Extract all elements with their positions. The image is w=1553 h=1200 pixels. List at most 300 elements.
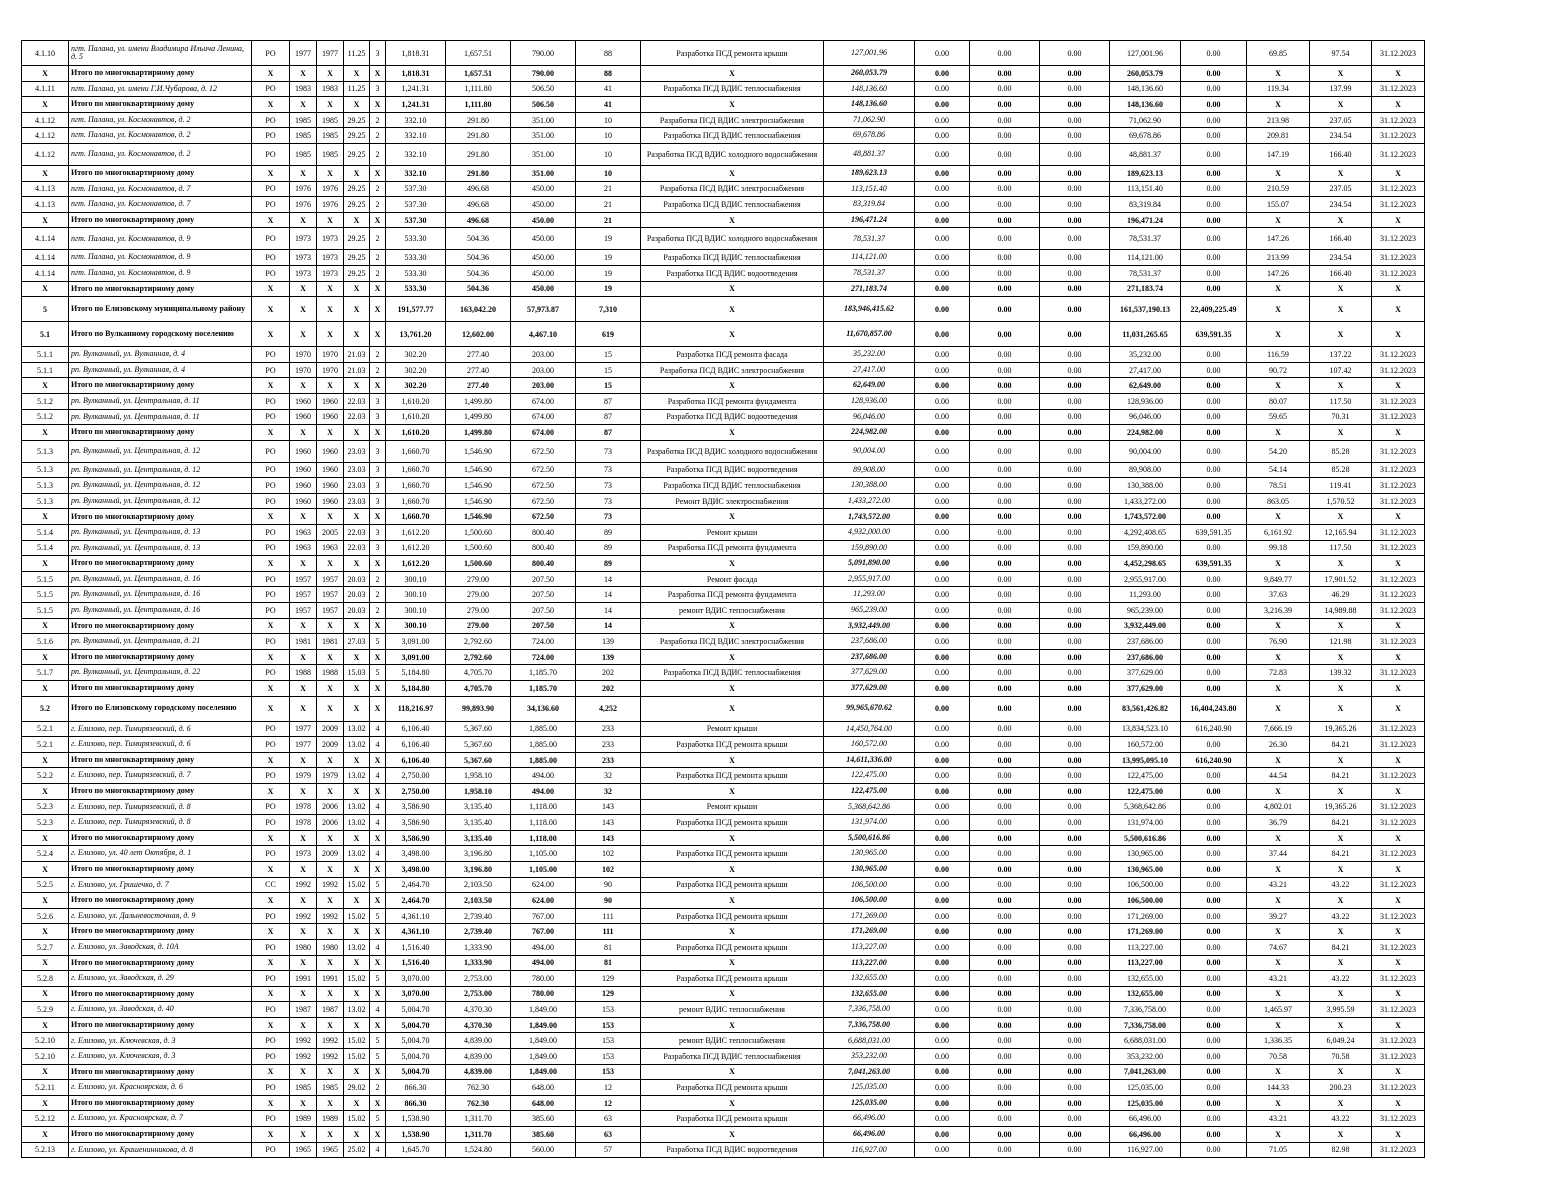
table-cell: 15.02 — [344, 877, 370, 893]
table-cell: X — [22, 986, 69, 1002]
table-cell: РО — [252, 525, 290, 541]
table-row — [22, 41, 1425, 66]
table-cell: 5.2.10 — [22, 1049, 69, 1065]
table-cell: 1,660.70 — [386, 462, 446, 478]
table-cell: X — [252, 1095, 290, 1111]
table-cell: 0.00 — [1040, 846, 1110, 862]
table-cell: 3,932,449.00 — [1110, 618, 1181, 634]
table-cell: X — [22, 955, 69, 971]
table-cell: X — [290, 212, 317, 228]
table-cell: 0.00 — [970, 587, 1040, 603]
table-cell: 3 — [370, 525, 386, 541]
table-cell: 1,336.35 — [1247, 1033, 1310, 1049]
table-cell: 57,973.87 — [511, 297, 576, 322]
table-cell: X — [22, 425, 69, 441]
table-cell: 0.00 — [970, 478, 1040, 494]
table-cell: 0.00 — [1040, 908, 1110, 924]
table-cell: 13,761.20 — [386, 322, 446, 347]
table-cell: 0.00 — [970, 425, 1040, 441]
table-cell: 5.2.2 — [22, 768, 69, 784]
table-cell: 5,500,616.86 — [824, 830, 915, 846]
table-cell: 2009 — [317, 737, 344, 753]
table-cell: 13,834,523.10 — [1110, 721, 1181, 737]
table-cell: 0.00 — [1181, 783, 1247, 799]
table-cell: X — [252, 1017, 290, 1033]
table-cell: X — [290, 97, 317, 113]
table-cell: 125,035.00 — [1110, 1095, 1181, 1111]
table-cell: 6,688,031.00 — [1110, 1033, 1181, 1049]
table-cell: Итого по многоквартирному дому — [69, 556, 252, 572]
table-cell: 159,890.00 — [1110, 540, 1181, 556]
table-cell: 0.00 — [970, 509, 1040, 525]
table-cell: 0.00 — [915, 768, 970, 784]
table-cell: 43.22 — [1310, 971, 1372, 987]
table-cell: 0.00 — [1181, 649, 1247, 665]
table-row-total — [22, 752, 1425, 768]
table-cell: 5 — [370, 971, 386, 987]
table-row — [22, 1033, 1425, 1049]
table-cell: 377,629.00 — [824, 665, 915, 681]
table-cell: РО — [252, 143, 290, 165]
table-cell: 0.00 — [970, 440, 1040, 462]
table-cell: 0.00 — [1181, 815, 1247, 831]
table-cell: X — [290, 378, 317, 394]
table-cell: 1992 — [317, 1033, 344, 1049]
table-cell: 3,586.90 — [386, 815, 446, 831]
table-cell: 166.40 — [1310, 265, 1372, 281]
table-cell: 1987 — [317, 1002, 344, 1018]
table-cell: 43.22 — [1310, 1111, 1372, 1127]
table-cell: 6,161.92 — [1247, 525, 1310, 541]
table-cell: 122,475.00 — [1110, 768, 1181, 784]
table-cell: 2 — [370, 1080, 386, 1096]
table-cell: 0.00 — [1040, 197, 1110, 213]
table-cell: 1,743,572.00 — [824, 509, 915, 525]
table-cell: 1978 — [290, 799, 317, 815]
table-cell: 31.12.2023 — [1372, 1049, 1425, 1065]
table-cell: Итого по многоквартирному дому — [69, 1127, 252, 1143]
table-cell: 121.98 — [1310, 634, 1372, 650]
table-cell: X — [252, 297, 290, 322]
table-cell: 0.00 — [915, 1017, 970, 1033]
table-cell: 0.00 — [1181, 768, 1247, 784]
table-cell: X — [317, 212, 344, 228]
table-cell: 1,500.60 — [446, 540, 511, 556]
table-cell: X — [1247, 1017, 1310, 1033]
table-cell: X — [1310, 1127, 1372, 1143]
table-cell: X — [22, 1095, 69, 1111]
table-cell: X — [290, 297, 317, 322]
table-cell: Разработка ПСД ремонта крыши — [641, 846, 824, 862]
table-cell: 0.00 — [970, 908, 1040, 924]
table-cell: 31.12.2023 — [1372, 181, 1425, 197]
table-cell: 800.40 — [511, 525, 576, 541]
table-cell: 31.12.2023 — [1372, 815, 1425, 831]
table-cell: 0.00 — [915, 509, 970, 525]
table-cell: 1992 — [317, 1049, 344, 1065]
table-cell: 0.00 — [970, 540, 1040, 556]
table-cell: 762.30 — [446, 1095, 511, 1111]
table-row-total — [22, 212, 1425, 228]
table-cell: 0.00 — [915, 603, 970, 619]
table-cell: 128,936.00 — [824, 393, 915, 409]
table-cell: 4.1.14 — [22, 250, 69, 266]
table-cell: 0.00 — [1181, 1080, 1247, 1096]
table-cell: 237.05 — [1310, 112, 1372, 128]
table-cell: 2 — [370, 571, 386, 587]
table-row — [22, 197, 1425, 213]
table-cell: 5.1.3 — [22, 440, 69, 462]
table-cell: 0.00 — [1040, 737, 1110, 753]
table-cell: 15.02 — [344, 1111, 370, 1127]
table-cell: 672.50 — [511, 478, 576, 494]
table-cell: X — [22, 281, 69, 297]
table-cell: 4.1.12 — [22, 143, 69, 165]
table-cell: 1973 — [290, 846, 317, 862]
table-cell: 122,475.00 — [824, 768, 915, 784]
table-cell: 0.00 — [915, 250, 970, 266]
table-cell: 113,227.00 — [1110, 955, 1181, 971]
table-cell: 78,531.37 — [824, 228, 915, 250]
table-cell: Разработка ПСД ремонта крыши — [641, 1111, 824, 1127]
table-cell: 4 — [370, 768, 386, 784]
table-cell: 130,965.00 — [1110, 861, 1181, 877]
table-cell: 237,686.00 — [1110, 634, 1181, 650]
table-cell: 4 — [370, 939, 386, 955]
table-cell: РО — [252, 1049, 290, 1065]
table-cell: 31.12.2023 — [1372, 939, 1425, 955]
table-cell: Разработка ПСД ВДИС теплоснабжения — [641, 81, 824, 97]
table-cell: РО — [252, 197, 290, 213]
table-cell: Итого по многоквартирному дому — [69, 924, 252, 940]
table-cell: 20.03 — [344, 603, 370, 619]
table-cell: 0.00 — [1040, 112, 1110, 128]
table-cell: X — [1247, 556, 1310, 572]
table-cell: X — [290, 509, 317, 525]
table-cell: 113,227.00 — [824, 955, 915, 971]
table-cell: 1960 — [317, 393, 344, 409]
table-cell: 106,500.00 — [1110, 893, 1181, 909]
table-cell: X — [290, 1095, 317, 1111]
table-cell: 0.00 — [1040, 815, 1110, 831]
table-row — [22, 81, 1425, 97]
table-cell: 0.00 — [1040, 1064, 1110, 1080]
table-cell: 5.1.7 — [22, 665, 69, 681]
table-cell: 2,464.70 — [386, 893, 446, 909]
table-row-total — [22, 783, 1425, 799]
table-cell: 0.00 — [970, 322, 1040, 347]
table-cell: 0.00 — [915, 649, 970, 665]
table-cell: 2 — [370, 112, 386, 128]
table-cell: 7,041,263.00 — [824, 1064, 915, 1080]
table-cell: 1,657.51 — [446, 41, 511, 66]
table-cell: Разработка ПСД ремонта крыши — [641, 815, 824, 831]
table-cell: 14 — [576, 618, 641, 634]
table-cell: X — [290, 830, 317, 846]
table-cell: 0.00 — [915, 66, 970, 82]
table-cell: 0.00 — [1181, 347, 1247, 363]
table-cell: X — [22, 1064, 69, 1080]
table-cell: 302.20 — [386, 362, 446, 378]
table-cell: 0.00 — [1181, 112, 1247, 128]
table-cell: 26.30 — [1247, 737, 1310, 753]
table-cell: X — [344, 425, 370, 441]
table-row — [22, 877, 1425, 893]
table-cell: 5.1 — [22, 322, 69, 347]
table-cell: рп. Вулканный, ул. Центральная, д. 16 — [69, 603, 252, 619]
table-cell: 450.00 — [511, 228, 576, 250]
table-cell: 46.29 — [1310, 587, 1372, 603]
table-cell: 0.00 — [970, 393, 1040, 409]
table-cell: 0.00 — [1040, 986, 1110, 1002]
table-row — [22, 571, 1425, 587]
table-cell: X — [344, 97, 370, 113]
table-cell: 31.12.2023 — [1372, 41, 1425, 66]
table-cell: 1,610.20 — [386, 393, 446, 409]
table-cell: Ремонт крыши — [641, 721, 824, 737]
table-cell: 234.54 — [1310, 128, 1372, 144]
table-cell: 117.50 — [1310, 540, 1372, 556]
table-cell: 1960 — [317, 493, 344, 509]
table-cell: 90,004.00 — [824, 440, 915, 462]
table-cell: 23.03 — [344, 440, 370, 462]
table-cell: 21.03 — [344, 362, 370, 378]
table-cell: X — [370, 681, 386, 697]
table-cell: X — [317, 893, 344, 909]
table-cell: Разработка ПСД ВДИС водоотведения — [641, 1142, 824, 1158]
table-cell: X — [344, 752, 370, 768]
table-cell: 4,705.70 — [446, 681, 511, 697]
table-cell: X — [641, 281, 824, 297]
table-cell: X — [252, 986, 290, 1002]
table-cell: 279.00 — [446, 587, 511, 603]
table-cell: X — [641, 1017, 824, 1033]
table-cell: 1,333.90 — [446, 955, 511, 971]
table-cell: 73 — [576, 493, 641, 509]
table-cell: 13.02 — [344, 799, 370, 815]
table-cell: 84.21 — [1310, 737, 1372, 753]
table-cell: X — [1310, 1017, 1372, 1033]
table-cell: 0.00 — [915, 228, 970, 250]
table-cell: 122,475.00 — [1110, 783, 1181, 799]
table-cell: 1981 — [290, 634, 317, 650]
table-cell: 1973 — [317, 250, 344, 266]
table-cell: 143 — [576, 815, 641, 831]
table-cell: 1981 — [317, 634, 344, 650]
table-cell: 279.00 — [446, 618, 511, 634]
table-cell: 111 — [576, 908, 641, 924]
table-cell: Итого по Вулканному городскому поселению — [69, 322, 252, 347]
table-cell: 29.25 — [344, 128, 370, 144]
table-cell: 3,196.80 — [446, 861, 511, 877]
table-cell: 144.33 — [1247, 1080, 1310, 1096]
table-cell: X — [1247, 1064, 1310, 1080]
table-cell: 302.20 — [386, 378, 446, 394]
table-cell: 0.00 — [915, 1111, 970, 1127]
table-cell: РО — [252, 347, 290, 363]
table-cell: Итого по многоквартирному дому — [69, 378, 252, 394]
table-cell: X — [22, 681, 69, 697]
table-cell: 31.12.2023 — [1372, 603, 1425, 619]
table-cell: X — [252, 378, 290, 394]
table-cell: РО — [252, 799, 290, 815]
table-cell: X — [317, 281, 344, 297]
table-cell: рп. Вулканный, ул. Центральная, д. 16 — [69, 587, 252, 603]
table-cell: 4,932,000.00 — [824, 525, 915, 541]
table-cell: пгт. Палана, ул. Космонавтов, д. 7 — [69, 181, 252, 197]
table-cell: 1978 — [290, 815, 317, 831]
table-cell: 1,660.70 — [386, 440, 446, 462]
table-cell: Итого по Елизовскому муниципальному району — [69, 297, 252, 322]
table-cell: 674.00 — [511, 393, 576, 409]
table-cell: Разработка ПСД ВДИС электроснабжения — [641, 112, 824, 128]
table-cell: 1970 — [290, 362, 317, 378]
table-cell: 5.2.4 — [22, 846, 69, 862]
table-cell: 15.02 — [344, 908, 370, 924]
table-cell: 0.00 — [915, 846, 970, 862]
table-cell: 496.68 — [446, 181, 511, 197]
table-cell: Разработка ПСД ремонта крыши — [641, 939, 824, 955]
table-cell: 2 — [370, 181, 386, 197]
table-cell: 0.00 — [970, 571, 1040, 587]
table-cell: 6,049.24 — [1310, 1033, 1372, 1049]
table-cell: 0.00 — [1040, 1142, 1110, 1158]
table-cell: 5,091,890.00 — [824, 556, 915, 572]
table-cell: 171,269.00 — [824, 908, 915, 924]
table-cell: рп. Вулканный, ул. Центральная, д. 12 — [69, 478, 252, 494]
table-cell: X — [370, 649, 386, 665]
table-cell: 0.00 — [1181, 97, 1247, 113]
table-cell: 88 — [576, 66, 641, 82]
table-cell: 0.00 — [915, 493, 970, 509]
table-cell: 494.00 — [511, 955, 576, 971]
table-cell: 1,538.90 — [386, 1111, 446, 1127]
table-cell: 332.10 — [386, 112, 446, 128]
table-cell: 1,570.52 — [1310, 493, 1372, 509]
table-cell: РО — [252, 440, 290, 462]
table-cell: 1,610.20 — [386, 425, 446, 441]
table-cell: РО — [252, 1080, 290, 1096]
table-cell: 3,586.90 — [386, 799, 446, 815]
table-cell: 11.25 — [344, 81, 370, 97]
table-cell: X — [1310, 66, 1372, 82]
table-cell: 1,958.10 — [446, 768, 511, 784]
table-cell: рп. Вулканный, ул. Центральная, д. 13 — [69, 525, 252, 541]
table-cell: X — [1310, 681, 1372, 697]
table-cell: 0.00 — [915, 525, 970, 541]
table-cell: 1,499.80 — [446, 409, 511, 425]
table-cell: 234.54 — [1310, 197, 1372, 213]
table-cell: 43.22 — [1310, 877, 1372, 893]
table-row-total — [22, 1095, 1425, 1111]
table-cell: Итого по многоквартирному дому — [69, 281, 252, 297]
table-cell: X — [641, 509, 824, 525]
table-cell: г. Елизово, ул. Заводская, д. 29 — [69, 971, 252, 987]
table-cell: 62,649.00 — [1110, 378, 1181, 394]
table-cell: 4,361.10 — [386, 924, 446, 940]
table-cell: 0.00 — [915, 955, 970, 971]
table-cell: рп. Вулканный, ул. Центральная, д. 12 — [69, 440, 252, 462]
table-cell: 163,042.20 — [446, 297, 511, 322]
table-row-total — [22, 861, 1425, 877]
table-cell: 0.00 — [915, 393, 970, 409]
table-cell: 0.00 — [970, 143, 1040, 165]
table-cell: 203.00 — [511, 378, 576, 394]
table-cell: 1960 — [317, 462, 344, 478]
table-cell: г. Елизово, ул. Ключевская, д. 3 — [69, 1049, 252, 1065]
table-cell: 260,053.79 — [824, 66, 915, 82]
table-cell: 78,531.37 — [1110, 265, 1181, 281]
table-cell: 0.00 — [1040, 425, 1110, 441]
table-cell: 3 — [370, 478, 386, 494]
table-cell: 147.26 — [1247, 228, 1310, 250]
table-cell: рп. Вулканный, ул. Центральная, д. 11 — [69, 409, 252, 425]
table-cell: 1,241.31 — [386, 81, 446, 97]
table-cell: 4,370.30 — [446, 1017, 511, 1033]
table-cell: 1976 — [290, 197, 317, 213]
table-cell: 31.12.2023 — [1372, 540, 1425, 556]
table-cell: 31.12.2023 — [1372, 462, 1425, 478]
table-cell: 1,849.00 — [511, 1049, 576, 1065]
table-cell: 300.10 — [386, 571, 446, 587]
table-cell: 1979 — [317, 768, 344, 784]
table-cell: 196,471.24 — [824, 212, 915, 228]
table-cell: 1963 — [317, 540, 344, 556]
table-cell: 0.00 — [1181, 509, 1247, 525]
table-cell: 351.00 — [511, 143, 576, 165]
table-cell: 1991 — [290, 971, 317, 987]
table-cell: г. Елизово, пер. Тимирязевский, д. 8 — [69, 799, 252, 815]
table-cell: 21 — [576, 197, 641, 213]
table-cell: РО — [252, 634, 290, 650]
table-cell: 14,450,764.00 — [824, 721, 915, 737]
table-cell: X — [317, 649, 344, 665]
table-cell: X — [1310, 861, 1372, 877]
table-cell: 1,433,272.00 — [824, 493, 915, 509]
table-cell: 0.00 — [970, 1002, 1040, 1018]
table-cell: X — [344, 861, 370, 877]
table-cell: 15.02 — [344, 1033, 370, 1049]
table-cell: 143 — [576, 799, 641, 815]
table-cell: 277.40 — [446, 378, 511, 394]
table-cell: 14,611,336.00 — [824, 752, 915, 768]
table-cell: 533.30 — [386, 228, 446, 250]
table-cell: Разработка ПСД ВДИС электроснабжения — [641, 634, 824, 650]
table-cell: 106,500.00 — [824, 893, 915, 909]
table-cell: Итого по многоквартирному дому — [69, 66, 252, 82]
table-cell: 0.00 — [970, 1017, 1040, 1033]
table-cell: X — [1372, 212, 1425, 228]
table-cell: г. Елизово, ул. Дальневосточная, д. 9 — [69, 908, 252, 924]
table-cell: 332.10 — [386, 143, 446, 165]
table-cell: X — [370, 212, 386, 228]
table-cell: г. Елизово, ул. Ключевская, д. 3 — [69, 1033, 252, 1049]
table-cell: X — [1310, 212, 1372, 228]
table-cell: 97.54 — [1310, 41, 1372, 66]
table-cell: 1,524.80 — [446, 1142, 511, 1158]
table-cell: X — [1247, 66, 1310, 82]
table-cell: 0.00 — [915, 1095, 970, 1111]
table-cell: 0.00 — [915, 752, 970, 768]
table-cell: 0.00 — [915, 462, 970, 478]
table-cell: 450.00 — [511, 281, 576, 297]
table-cell: 31.12.2023 — [1372, 393, 1425, 409]
table-cell: 153 — [576, 1017, 641, 1033]
table-cell: 29.25 — [344, 143, 370, 165]
table-cell: 70.58 — [1247, 1049, 1310, 1065]
table-cell: 90,004.00 — [1110, 440, 1181, 462]
table-cell: 1,538.90 — [386, 1127, 446, 1143]
